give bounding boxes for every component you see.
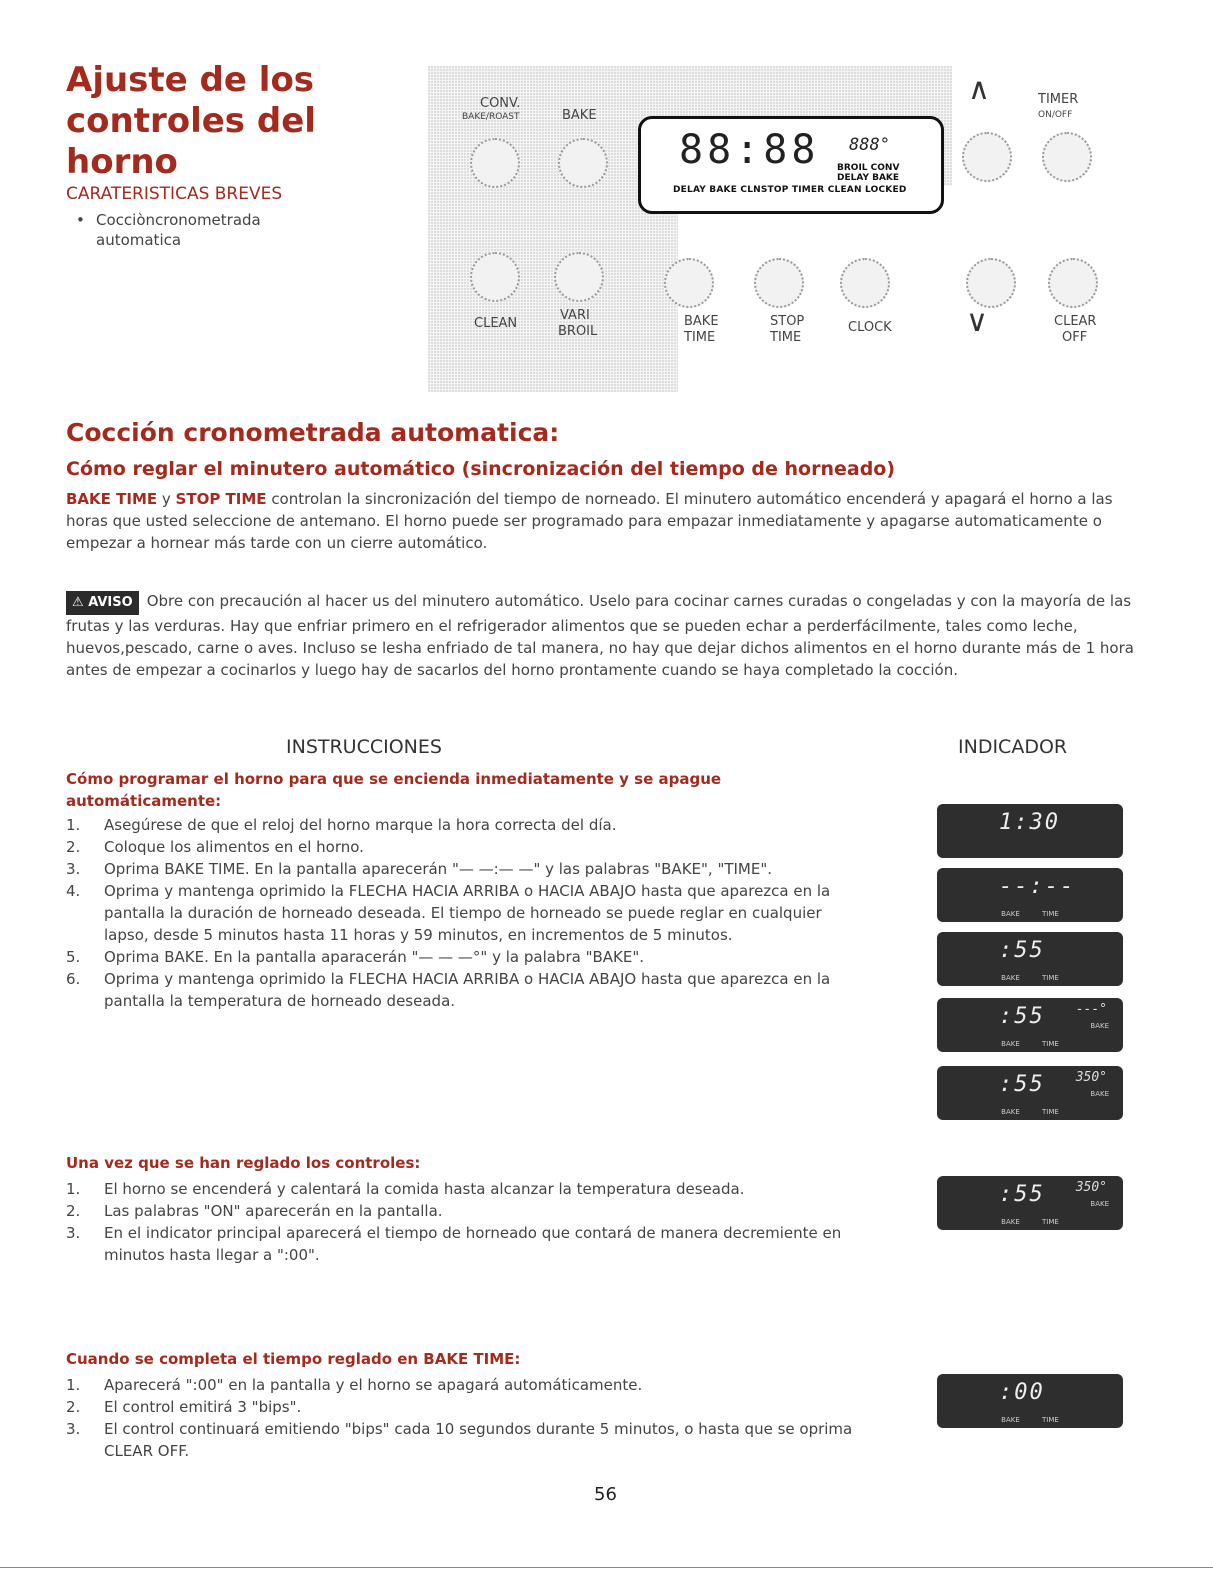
intro-key-stop-time: STOP TIME (175, 490, 267, 508)
indicator-words: BAKE TIME (1001, 1040, 1059, 1048)
bake-label: BAKE (562, 108, 597, 123)
timer-sub-label: ON/OFF (1038, 110, 1073, 120)
step-number: 6. (66, 970, 81, 988)
block2-title: Una vez que se han reglado los controles: (66, 1154, 421, 1172)
step-item (66, 1418, 856, 1462)
step-number: 2. (66, 1398, 81, 1416)
warning-text: Obre con precaución al hacer us del minutero automático. Uselo para cocinar carnes curadas o congeladas y con la mayoría de las frutas y las verduras. Hay que enfriar primero en el refrigerador alimentos que se pueden echar a perderfácilmente, tales como leche, huevos,pescado, carne o aves. Incluso se lesha enfriado de tal manera, no hay que dejar dichos alimentos en el horno durante más de 1 hora antes de empezar a cocinarlos y luego hay de sacarlos del horno prontamente cuando se haya completado la cocción. (66, 592, 1134, 679)
clear-label: CLEAR (1054, 314, 1097, 329)
warning-badge: ⚠ AVISO (66, 591, 139, 615)
bake-time-button (664, 258, 714, 308)
step-number: 5. (66, 948, 81, 966)
step-number: 3. (66, 1224, 81, 1242)
step-number: 1. (66, 816, 81, 834)
step-text: Oprima BAKE TIME. En la pantalla aparecerán "— —:— —" y las palabras "BAKE", "TIME". (104, 860, 773, 878)
indicator-display (937, 804, 1123, 858)
indicator-words: BAKE TIME (1001, 974, 1059, 982)
clean-button (470, 252, 520, 302)
step-item (66, 836, 846, 858)
clock-button (840, 258, 890, 308)
step-number: 3. (66, 1420, 81, 1438)
stop-time-label-1: STOP (770, 314, 805, 329)
step-text: Aparecerá ":00" en la pantalla y el horno se apagará automáticamente. (104, 1376, 643, 1394)
clean-label: CLEAN (474, 316, 518, 331)
step-text: Las palabras "ON" aparecerán en la pantalla. (104, 1202, 443, 1220)
conv-label: CONV. (480, 96, 521, 111)
indicator-aux-digits: 350° (1075, 1180, 1107, 1195)
section-title: Cocción cronometrada automatica: (66, 418, 560, 447)
section-subtitle: Cómo reglar el minutero automático (sincronización del tiempo de horneado) (66, 458, 896, 480)
indicator-words: BAKE TIME (1001, 1416, 1059, 1424)
indicator-words: BAKE TIME (1001, 910, 1059, 918)
step-item (66, 1396, 856, 1418)
step-text: El control emitirá 3 "bips". (104, 1398, 302, 1416)
step-text: En el indicator principal aparecerá el tiempo de horneado que contará de manera decremiente en minutos hasta llegar a ":00". (104, 1224, 842, 1264)
intro-paragraph (66, 488, 1138, 554)
page-number: 56 (594, 1484, 617, 1505)
up-arrow-icon: ∧ (968, 72, 990, 107)
clock-label: CLOCK (848, 320, 892, 335)
timer-on-off-button (1042, 132, 1092, 182)
indicator-main-digits: :00 (999, 1380, 1045, 1405)
lcd-row-2: DELAY BAKE (837, 173, 900, 183)
control-panel-illustration (428, 66, 1124, 392)
indicator-display (937, 1066, 1123, 1120)
indicator-aux-digits: 350° (1075, 1070, 1107, 1085)
step-item (66, 1178, 846, 1200)
block3-steps (66, 1374, 856, 1462)
vari-broil-button (554, 252, 604, 302)
bake-time-label-1: BAKE (684, 314, 719, 329)
intro-connector: y (157, 490, 176, 508)
step-item (66, 814, 846, 836)
broil-label: BROIL (558, 324, 598, 339)
clear-off-button (1048, 258, 1098, 308)
step-item (66, 1200, 846, 1222)
down-arrow-icon: ∨ (966, 304, 988, 339)
off-label: OFF (1062, 330, 1088, 345)
indicator-bake-word: BAKE (1090, 1022, 1109, 1030)
lcd-main-digits: 88:88 (679, 127, 820, 173)
block1-steps (66, 814, 846, 1012)
indicator-display (937, 1176, 1123, 1230)
lcd-temp-digits: 888° (849, 135, 890, 155)
instructions-heading: INSTRUCCIONES (286, 736, 442, 758)
step-item (66, 1374, 856, 1396)
step-item (66, 946, 846, 968)
bake-button (558, 138, 608, 188)
indicator-bake-word: BAKE (1090, 1090, 1109, 1098)
stop-time-label-2: TIME (770, 330, 802, 345)
step-text: Coloque los alimentos en el horno. (104, 838, 364, 856)
lcd-display (638, 116, 944, 214)
features-subtitle: CARATERISTICAS BREVES (66, 184, 283, 204)
warning-paragraph (66, 590, 1138, 681)
step-text: Oprima y mantenga oprimido la FLECHA HACIA ARRIBA o HACIA ABAJO hasta que aparezca en la pantalla la temperatura de horneado deseada. (104, 970, 831, 1010)
indicator-aux-digits: ---° (1075, 1002, 1107, 1017)
bullet-icon: • (76, 211, 85, 229)
lcd-row-1: BROIL CONV (837, 163, 900, 173)
step-text: Oprima y mantenga oprimido la FLECHA HACIA ARRIBA o HACIA ABAJO hasta que aparezca en la pantalla la duración de horneado deseada. El tiempo de horneado se puede reglar en cualquier lapso, desde 5 minutos hasta 11 horas y 59 minutos, en incrementos de 5 minutos. (104, 882, 831, 944)
bottom-divider (0, 1567, 1213, 1568)
step-number: 4. (66, 882, 81, 900)
conv-bake-roast-button (470, 138, 520, 188)
block3-title: Cuando se completa el tiempo reglado en BAKE TIME: (66, 1350, 521, 1368)
stop-time-button (754, 258, 804, 308)
step-text: El horno se encenderá y calentará la comida hasta alcanzar la temperatura deseada. (104, 1180, 745, 1198)
intro-key-bake-time: BAKE TIME (66, 490, 158, 508)
step-item (66, 1222, 846, 1266)
indicator-heading: INDICADOR (958, 736, 1068, 758)
step-text: Oprima BAKE. En la pantalla aparacerán "— — —°" y la palabra "BAKE". (104, 948, 645, 966)
step-item (66, 968, 846, 1012)
step-number: 1. (66, 1180, 81, 1198)
block1-title: Cómo programar el horno para que se encienda inmediatamente y se apague automáticamente: (66, 770, 722, 810)
step-number: 2. (66, 838, 81, 856)
indicator-words: BAKE TIME (1001, 1108, 1059, 1116)
indicator-main-digits: 1:30 (999, 810, 1060, 835)
indicator-main-digits: :55 (999, 1072, 1045, 1097)
down-arrow-button (966, 258, 1016, 308)
conv-sub-label: BAKE/ROAST (462, 112, 520, 122)
step-item (66, 858, 846, 880)
intro-text: controlan la sincronización del tiempo de norneado. El minutero automático encenderá y apagará el horno a las horas que usted seleccione de antemano. El horno puede ser programado para empazar inmediatamente y apagarse automaticamente o empezar a hornear más tarde con un cierre automático. (66, 490, 1113, 552)
timer-label: TIMER (1038, 92, 1079, 107)
vari-label: VARI (560, 308, 590, 323)
feature-item: Cocciòncronometrada automatica (96, 211, 261, 249)
indicator-display (937, 998, 1123, 1052)
indicator-words: BAKE TIME (1001, 1218, 1059, 1226)
page-title: Ajuste de los controles del horno (66, 60, 316, 182)
step-number: 2. (66, 1202, 81, 1220)
indicator-display (937, 1374, 1123, 1428)
features-list (76, 210, 296, 250)
lcd-row-3: DELAY BAKE CLNSTOP TIMER CLEAN LOCKED (673, 185, 907, 195)
indicator-display (937, 868, 1123, 922)
block2-steps (66, 1178, 846, 1266)
warning-label: AVISO (88, 595, 133, 610)
step-number: 1. (66, 1376, 81, 1394)
step-item (66, 880, 846, 946)
indicator-bake-word: BAKE (1090, 1200, 1109, 1208)
up-arrow-button (962, 132, 1012, 182)
step-text: El control continuará emitiendo "bips" cada 10 segundos durante 5 minutos, o hasta que se oprima CLEAR OFF. (104, 1420, 853, 1460)
step-text: Asegúrese de que el reloj del horno marque la hora correcta del día. (104, 816, 617, 834)
bake-time-label-2: TIME (684, 330, 716, 345)
indicator-main-digits: :55 (999, 1182, 1045, 1207)
step-number: 3. (66, 860, 81, 878)
indicator-display (937, 932, 1123, 986)
indicator-main-digits: :55 (999, 1004, 1045, 1029)
indicator-main-digits: --:-- (999, 874, 1076, 899)
indicator-main-digits: :55 (999, 938, 1045, 963)
